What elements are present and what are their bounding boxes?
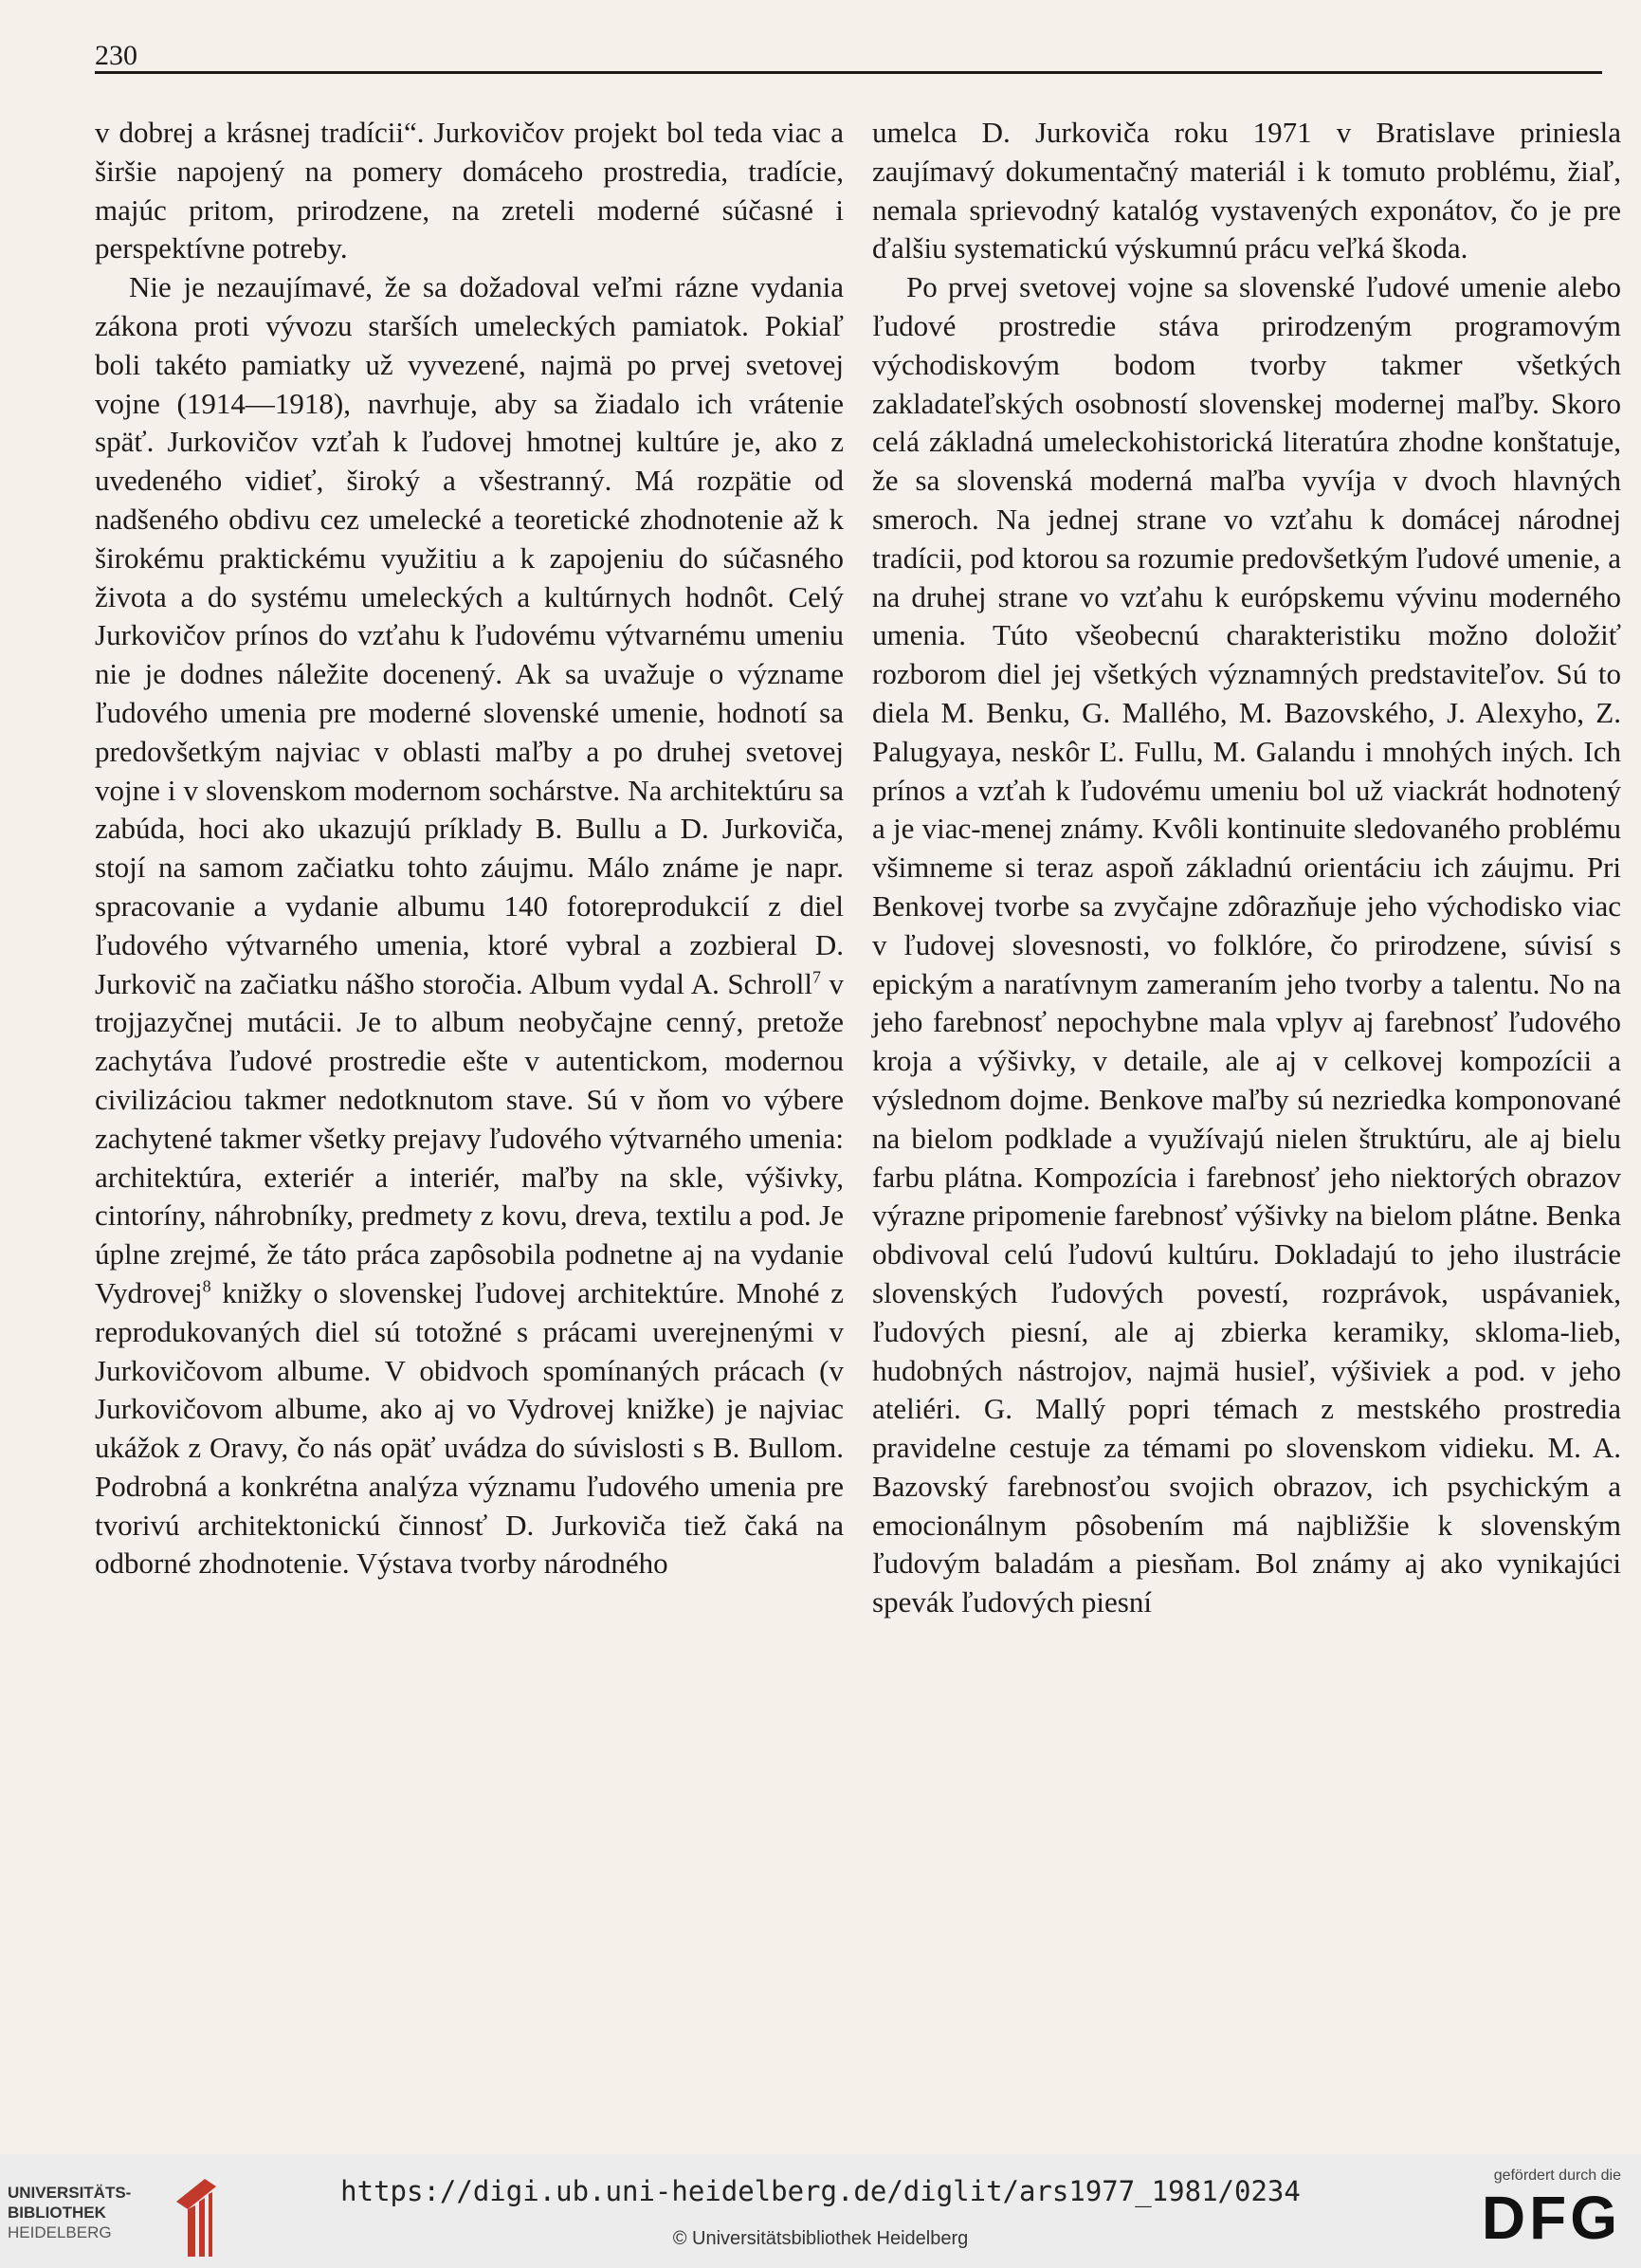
copyright-notice: © Universitätsbibliothek Heidelberg <box>672 2228 969 2249</box>
right-column <box>872 114 1621 1622</box>
ub-logo-line-2: BIBLIOTHEK <box>8 2204 106 2222</box>
left-paragraph-2-part-1: Nie je nezaujímavé, že sa dožadoval veľmi rázne vydania zákona proti vývozu starších umeleckých pamiatok. Pokiaľ boli takéto pamiatky už vyvezené, najmä po prvej svetovej vojne (1914—1918), navrhuje, aby sa žiadalo ich vrátenie späť. Jurkovičov vzťah k ľudovej hmotnej kultúre je, ako z uvedeného vidieť, široký a všestranný. Má rozpätie od nadšeného obdivu cez umelecké a teoretické zhodnotenie až k širokému praktickému využitiu a k zapojeniu do súčasného života a do systému umeleckých a kultúrnych hodnôt. Celý Jurkovičov prínos do vzťahu k ľudovému výtvarnému umeniu nie je dodnes náležite docenený. Ak sa uvažuje o význame ľudového umenia pre moderné slovenské umenie, hodnotí sa predovšetkým najviac v oblasti maľby a po druhej svetovej vojne i v slovenskom modernom sochárstve. Na architektúru sa zabúda, hoci ako ukazujú príklady B. Bullu a D. Jurkoviča, stojí na samom začiatku tohto záujmu. Málo známe je napr. spracovanie a vydanie albumu 140 fotoreprodukcií z diel ľudového výtvarného umenia, ktoré vybral a zozbieral D. Jurkovič na začiatku nášho storočia. Album vydal A. Schroll <box>95 270 844 1000</box>
footnote-ref-7[interactable]: 7 <box>811 967 821 987</box>
right-paragraph-1: umelca D. Jurkoviča roku 1971 v Bratislave priniesla zaujímavý dokumentačný materiál i k tomuto problému, žiaľ, nemala sprievodný katalóg vystavených exponátov, čo je pre ďalšiu systematickú výskumnú prácu veľká škoda. <box>872 116 1621 265</box>
ub-logo-line-1: UNIVERSITÄTS- <box>8 2184 132 2202</box>
left-column <box>95 114 844 1583</box>
dfg-funding-note: gefördert durch die <box>1493 2167 1621 2184</box>
dfg-block[interactable] <box>1460 2167 1621 2251</box>
dfg-logo: DFG <box>1481 2184 1621 2252</box>
header-rule <box>95 71 1602 74</box>
right-paragraph-2: Po prvej svetovej vojne sa slovenské ľudové umenie alebo ľudové prostredie stáva prirodzeným programovým východiskovým bodom tvorby takmer všetkých zakladateľských osobností slovenskej modernej maľby. Skoro celá základná umeleckohistorická literatúra zhodne konštatuje, že sa slovenská moderná maľba vyvíja v dvoch hlavných smeroch. Na jednej strane vo vzťahu k domácej národnej tradícii, pod ktorou sa rozumie predovšetkým ľudové umenie, a na druhej strane vo vzťahu k európskemu vývinu moderného umenia. Túto všeobecnú charakteristiku možno doložiť rozborom diel jej všetkých významných predstaviteľov. Sú to diela M. Benku, G. Mallého, M. Bazovského, J. Alexyho, Z. Palugyaya, neskôr Ľ. Fullu, M. Galandu i mnohých iných. Ich prínos a vzťah k ľudovému umeniu bol už viackrát hodnotený a je viac-menej známy. Kvôli kontinuite sledovaného problému všimneme si teraz aspoň základnú orientáciu ich záujmu. Pri Benkovej tvorbe sa zvyčajne zdôrazňuje jeho východisko viac v ľudovej slovesnosti, vo folklóre, čo prirodzene, súvisí s epickým a naratívnym zameraním jeho tvorby a talentu. No na jeho farebnosť nepochybne mala vplyv aj farebnosť ľudového kroja a výšivky, v detaile, ale aj v celkovej kompozícii a výslednom dojme. Benkove maľby sú nezriedka komponované na bielom podklade a využívajú nielen štruktúru, ale aj bielu farbu plátna. Kompozícia i farebnosť jeho niektorých obrazov výrazne pripomenie farebnosť výšivky na bielom plátne. Benka obdivoval celú ľudovú kultúru. Dokladajú to jeho ilustrácie slovenských ľudových povestí, rozprávok, uspávaniek, ľudových piesní, ale aj zbierka keramiky, skloma-lieb, hudobných nástrojov, najmä husieľ, výšiviek a pod. v jeho ateliéri. G. Mallý popri témach z mestského prostredia pravidelne cestuje za témami po slovenskom vidieku. M. A. Bazovský farebnosťou svojich obrazov, ich psychickým a emocionálnym pôsobením má najbližšie k slovenským ľudovým baladám a piesňam. Bol známy aj ako vynikajúci spevák ľudových piesní <box>872 270 1621 1619</box>
permalink-url[interactable]: https://digi.ub.uni-heidelberg.de/diglit/ars1977_1981/0234 <box>340 2175 1301 2207</box>
left-paragraph-2-part-3: knižky o slovenskej ľudovej architektúre. Mnohé z reprodukovaných diel sú totožné s prácami uverejnenými v Jurkovičovom albume. V obidvoch spomínaných prácach (v Jurkovičovom albume, ako aj vo Vydrovej knižke) je najviac ukážok z Oravy, čo nás opäť uvádza do súvislosti s B. Bullom. Podrobná a konkrétna analýza významu ľudového umenia pre tvorivú architektonickú činnosť D. Jurkoviča tiež čaká na odborné zhodnotenie. Výstava tvorby národného <box>95 1275 844 1581</box>
viewer-footer <box>0 2154 1641 2268</box>
page-number: 230 <box>95 40 137 71</box>
left-paragraph-2-part-2: v trojjazyčnej mutácii. Je to album neobyčajne cenný, pretože zachytáva ľudové prostredie ešte v autentickom, modernou civilizáciou takmer nedotknutom stave. Sú v ňom vo výbere zachytené takmer všetky prejavy ľudového výtvarného umenia: architektúra, exteriér a interiér, maľby na skle, výšivky, cintoríny, náhrobníky, predmety z kovu, dreva, textilu a pod. Je úplne zrejmé, že táto práca zapôsobila podnetne aj na vydanie Vydrovej <box>95 966 844 1309</box>
left-paragraph-1: v dobrej a krásnej tradícii“. Jurkovičov projekt bol teda viac a širšie napojený na pomery domáceho prostredia, tradície, majúc pritom, prirodzene, na zreteli moderné súčasné i perspektívne potreby. <box>95 116 844 265</box>
footnote-ref-8[interactable]: 8 <box>202 1276 211 1296</box>
left-paragraph-2 <box>95 268 844 1583</box>
ub-logo-line-3: HEIDELBERG <box>8 2223 112 2241</box>
